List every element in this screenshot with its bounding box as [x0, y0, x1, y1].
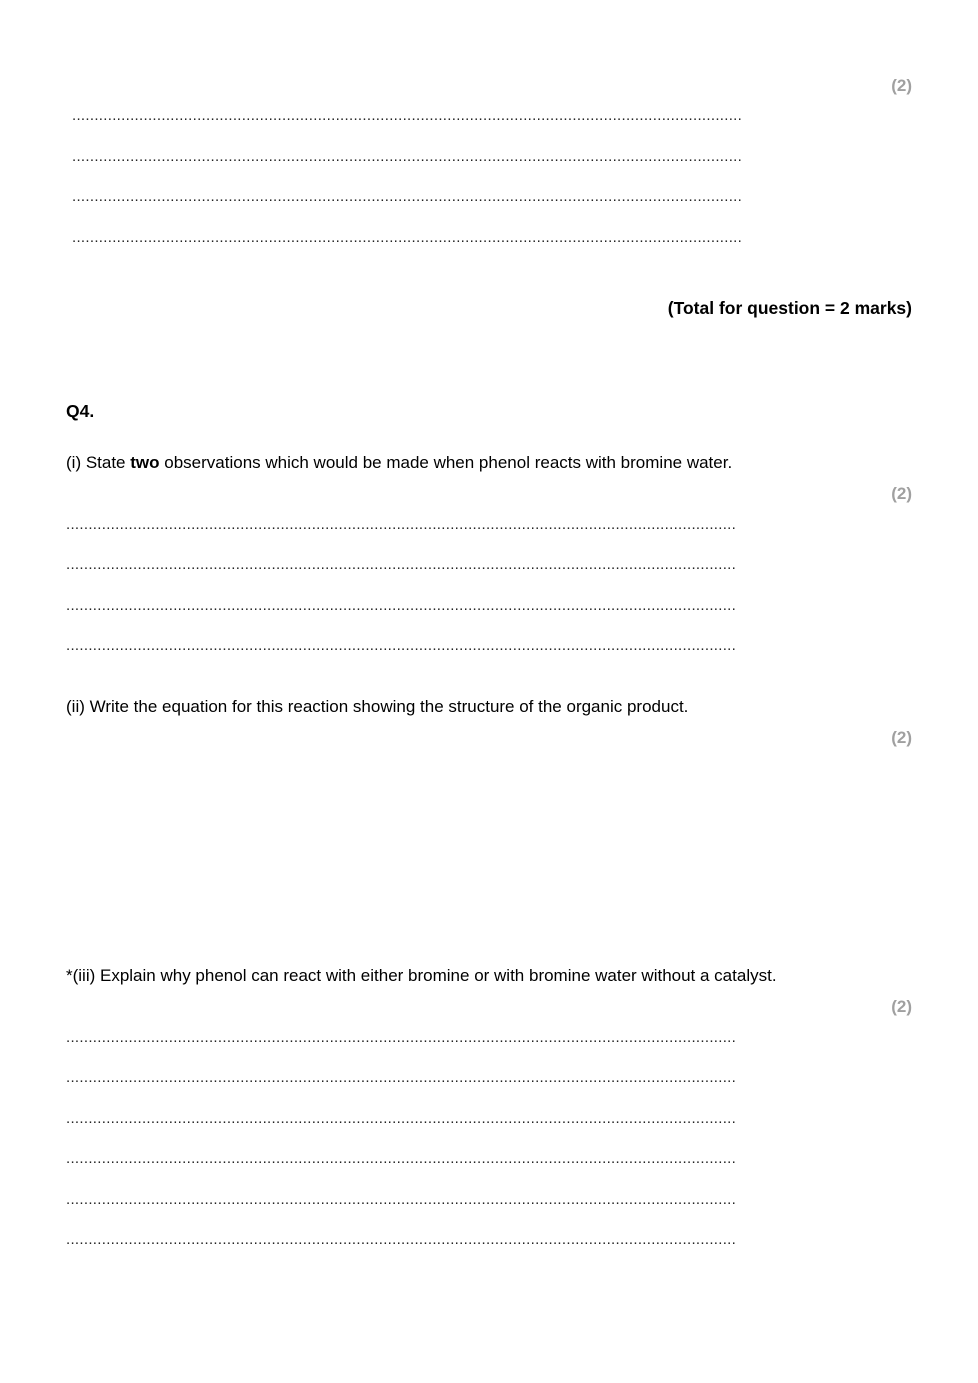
answer-line[interactable]: ...................................................................................................................................................... — [66, 1070, 737, 1086]
part-i-prompt — [66, 453, 732, 473]
part-ii-marks: (2) — [891, 728, 912, 747]
answer-line[interactable]: ...................................................................................................................................................... — [72, 189, 743, 205]
part-iii-prompt: *(iii) Explain why phenol can react with either bromine or with bromine water without a catalyst. — [66, 966, 777, 985]
answer-line[interactable]: ...................................................................................................................................................... — [66, 638, 737, 654]
marks-indicator: (2) — [891, 76, 912, 95]
answer-line[interactable]: ...................................................................................................................................................... — [66, 1151, 737, 1167]
answer-line[interactable]: ...................................................................................................................................................... — [66, 1111, 737, 1127]
answer-line[interactable]: ...................................................................................................................................................... — [66, 517, 737, 533]
answer-line[interactable]: ...................................................................................................................................................... — [66, 557, 737, 573]
answer-line[interactable]: ...................................................................................................................................................... — [66, 598, 737, 614]
question-label: Q4. — [66, 401, 95, 421]
part-i-suffix: observations which would be made when phenol reacts with bromine water. — [159, 453, 733, 472]
equation-answer-space[interactable] — [66, 760, 912, 950]
answer-line[interactable]: ...................................................................................................................................................... — [72, 230, 743, 246]
part-i-emphasis: two — [130, 453, 160, 472]
part-ii-prompt: (ii) Write the equation for this reaction showing the structure of the organic product. — [66, 697, 689, 716]
answer-line[interactable]: ...................................................................................................................................................... — [72, 149, 743, 165]
answer-line[interactable]: ...................................................................................................................................................... — [66, 1192, 737, 1208]
question-total: (Total for question = 2 marks) — [667, 298, 912, 318]
answer-line[interactable]: ...................................................................................................................................................... — [66, 1030, 737, 1046]
part-i-marks: (2) — [891, 484, 912, 503]
answer-line[interactable]: ...................................................................................................................................................... — [66, 1232, 737, 1248]
part-iii-marks: (2) — [891, 997, 912, 1016]
answer-line[interactable]: ...................................................................................................................................................... — [72, 108, 743, 124]
part-i-prefix: (i) State — [66, 453, 131, 472]
